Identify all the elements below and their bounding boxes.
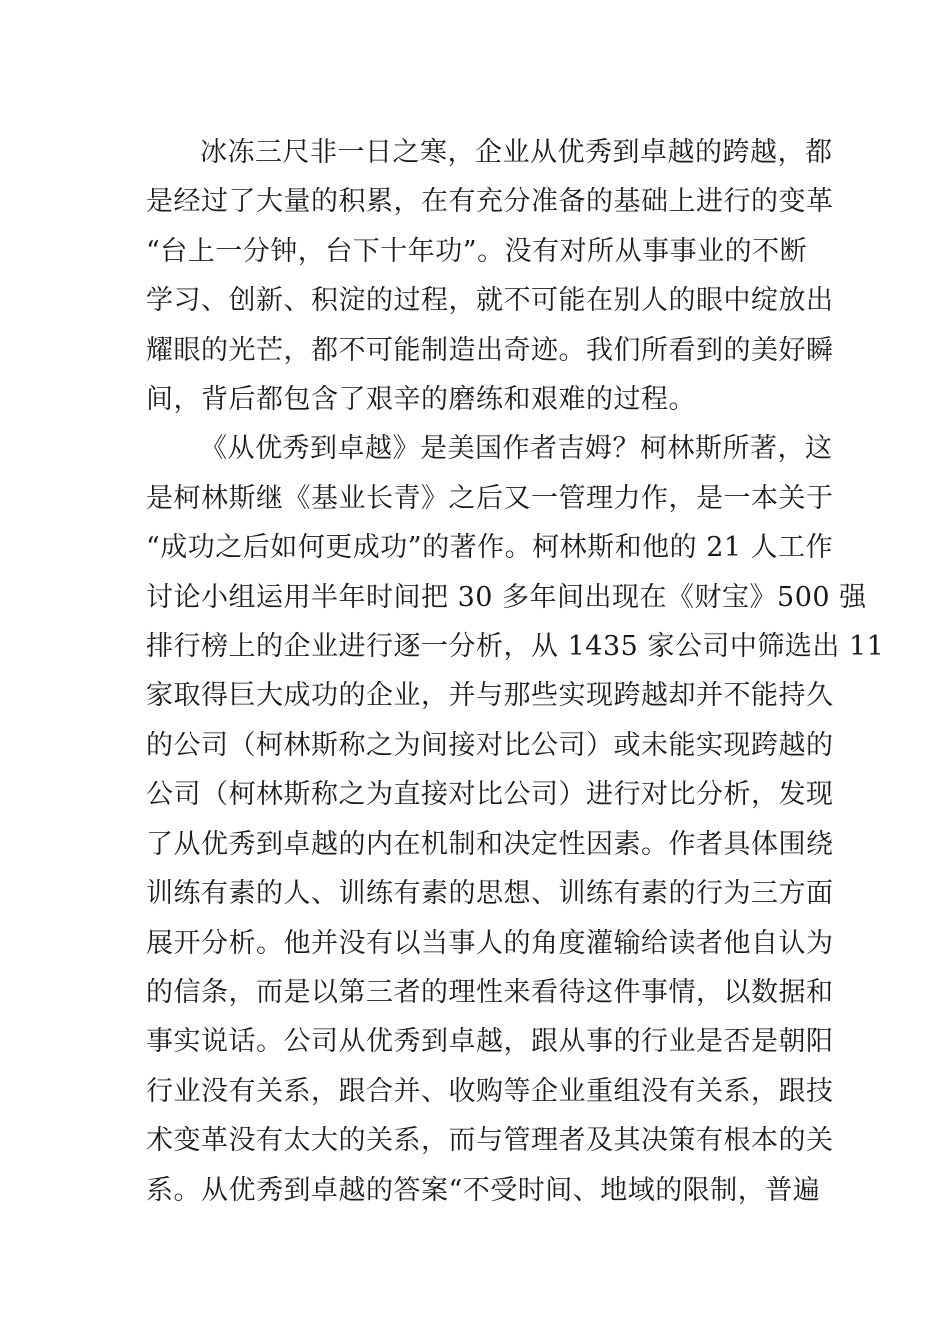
text-line: 是经过了大量的积累，在有充分准备的基础上进行的变革 — [146, 186, 834, 218]
text-line: “台上一分钟，台下十年功”。没有对所从事事业的不断 — [146, 235, 808, 267]
text-line: 系。从优秀到卓越的答案“不受时间、地域的限制，普遍 — [146, 1174, 821, 1206]
text-line: 学习、创新、积淀的过程，就不可能在别人的眼中绽放出 — [146, 285, 834, 317]
paragraph-2 — [146, 424, 885, 1215]
text-line: 《从优秀到卓越》是美国作者吉姆？柯林斯所著，这 — [200, 433, 833, 465]
text-line: 是柯林斯继《基业长青》之后又一管理力作，是一本关于 — [146, 482, 834, 514]
text-line: 训练有素的人、训练有素的思想、训练有素的行为三方面 — [146, 878, 834, 910]
text-line: 展开分析。他并没有以当事人的角度灌输给读者他自认为 — [146, 927, 834, 959]
text-line: 间，背后都包含了艰辛的磨练和艰难的过程。 — [146, 384, 696, 416]
text-line: 事实说话。公司从优秀到卓越，跟从事的行业是否是朝阳 — [146, 1026, 834, 1058]
text-line: “成功之后如何更成功”的著作。柯林斯和他的 21 人工作 — [146, 532, 834, 564]
text-line: 的公司（柯林斯称之为间接对比公司）或未能实现跨越的 — [146, 729, 834, 761]
text-line: 耀眼的光芒，都不可能制造出奇迹。我们所看到的美好瞬 — [146, 334, 834, 366]
text-line: 行业没有关系，跟合并、收购等企业重组没有关系，跟技 — [146, 1075, 834, 1107]
paragraph-1 — [146, 128, 834, 424]
text-line: 冰冻三尺非一日之寒，企业从优秀到卓越的跨越，都 — [200, 137, 833, 168]
text-line: 了从优秀到卓越的内在机制和决定性因素。作者具体围绕 — [146, 828, 834, 860]
text-line: 排行榜上的企业进行逐一分析，从 1435 家公司中筛选出 11 — [146, 631, 885, 663]
text-line: 术变革没有太大的关系，而与管理者及其决策有根本的关 — [146, 1125, 834, 1157]
text-line: 家取得巨大成功的企业，并与那些实现跨越却并不能持久 — [146, 680, 834, 712]
text-line: 的信条，而是以第三者的理性来看待这件事情，以数据和 — [146, 976, 834, 1008]
text-line: 讨论小组运用半年时间把 30 多年间出现在《财宝》500 强 — [146, 581, 867, 613]
text-line: 公司（柯林斯称之为直接对比公司）进行对比分析，发现 — [146, 779, 834, 811]
body-text — [146, 128, 885, 1215]
